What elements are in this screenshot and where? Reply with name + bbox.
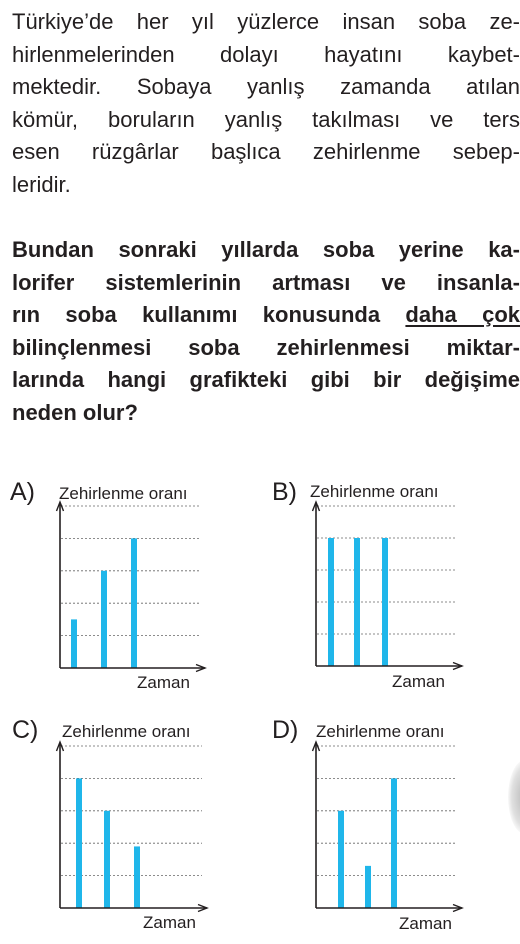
option-letter: A) <box>10 478 35 506</box>
passage-line: esen rüzgârlar başlıca zehirlenme sebep- <box>12 139 520 164</box>
x-axis-label: Zaman <box>392 672 445 691</box>
chart-title: Zehirlenme oranı <box>62 722 191 741</box>
question-line: bilinçlenmesi soba zehirlenmesi miktar- <box>12 334 520 360</box>
underlined-phrase: daha çok <box>405 302 520 327</box>
bar-1 <box>76 778 82 908</box>
bar-3 <box>134 846 140 908</box>
question-line: larında hangi grafikteki gibi bir değişime <box>12 367 520 392</box>
option-b[interactable] <box>272 476 512 696</box>
option-d[interactable] <box>272 714 512 939</box>
bar-1 <box>338 811 344 908</box>
question-line: neden olur? <box>12 399 138 425</box>
chart-title: Zehirlenme oranı <box>316 722 445 741</box>
question-line: Bundan sonraki yıllarda soba yerine ka- <box>12 237 520 262</box>
option-a[interactable] <box>10 476 250 696</box>
bar-2 <box>104 811 110 908</box>
x-axis-label: Zaman <box>137 673 190 692</box>
x-axis-label: Zaman <box>143 913 196 932</box>
chart-title: Zehirlenme oranı <box>59 484 188 503</box>
x-axis-label: Zaman <box>399 914 452 933</box>
bar-2 <box>354 538 360 666</box>
question-line: lorifer sistemlerinin artması ve insanla- <box>12 269 520 295</box>
bar-chart-d <box>272 714 512 939</box>
passage-line: leridir. <box>12 171 71 197</box>
option-c[interactable] <box>12 714 252 939</box>
passage-line: Türkiye’de her yıl yüzlerce insan soba ze- <box>12 9 520 34</box>
passage-line: hirlenmelerinden dolayı hayatını kaybet- <box>12 41 520 67</box>
bar-chart-b <box>272 476 512 696</box>
passage-text <box>12 6 520 201</box>
bar-3 <box>391 778 397 908</box>
bar-1 <box>328 538 334 666</box>
question-text-segment: rın soba kullanımı konusunda <box>12 302 406 327</box>
bar-chart-c <box>12 714 252 939</box>
option-letter: B) <box>272 478 297 506</box>
passage-line: mektedir. Sobaya yanlış zamanda atılan <box>12 74 520 99</box>
passage-line: kömür, boruların yanlış takılması ve ters <box>12 106 520 132</box>
option-letter: D) <box>272 716 299 744</box>
bar-2 <box>365 866 371 908</box>
question-text <box>12 234 520 429</box>
chart-title: Zehirlenme oranı <box>310 482 439 501</box>
bar-2 <box>101 571 107 668</box>
bar-3 <box>382 538 388 666</box>
option-letter: C) <box>12 716 39 744</box>
question-line <box>12 299 520 332</box>
bar-3 <box>131 538 137 668</box>
bar-1 <box>71 619 77 668</box>
bar-chart-a <box>10 476 250 696</box>
